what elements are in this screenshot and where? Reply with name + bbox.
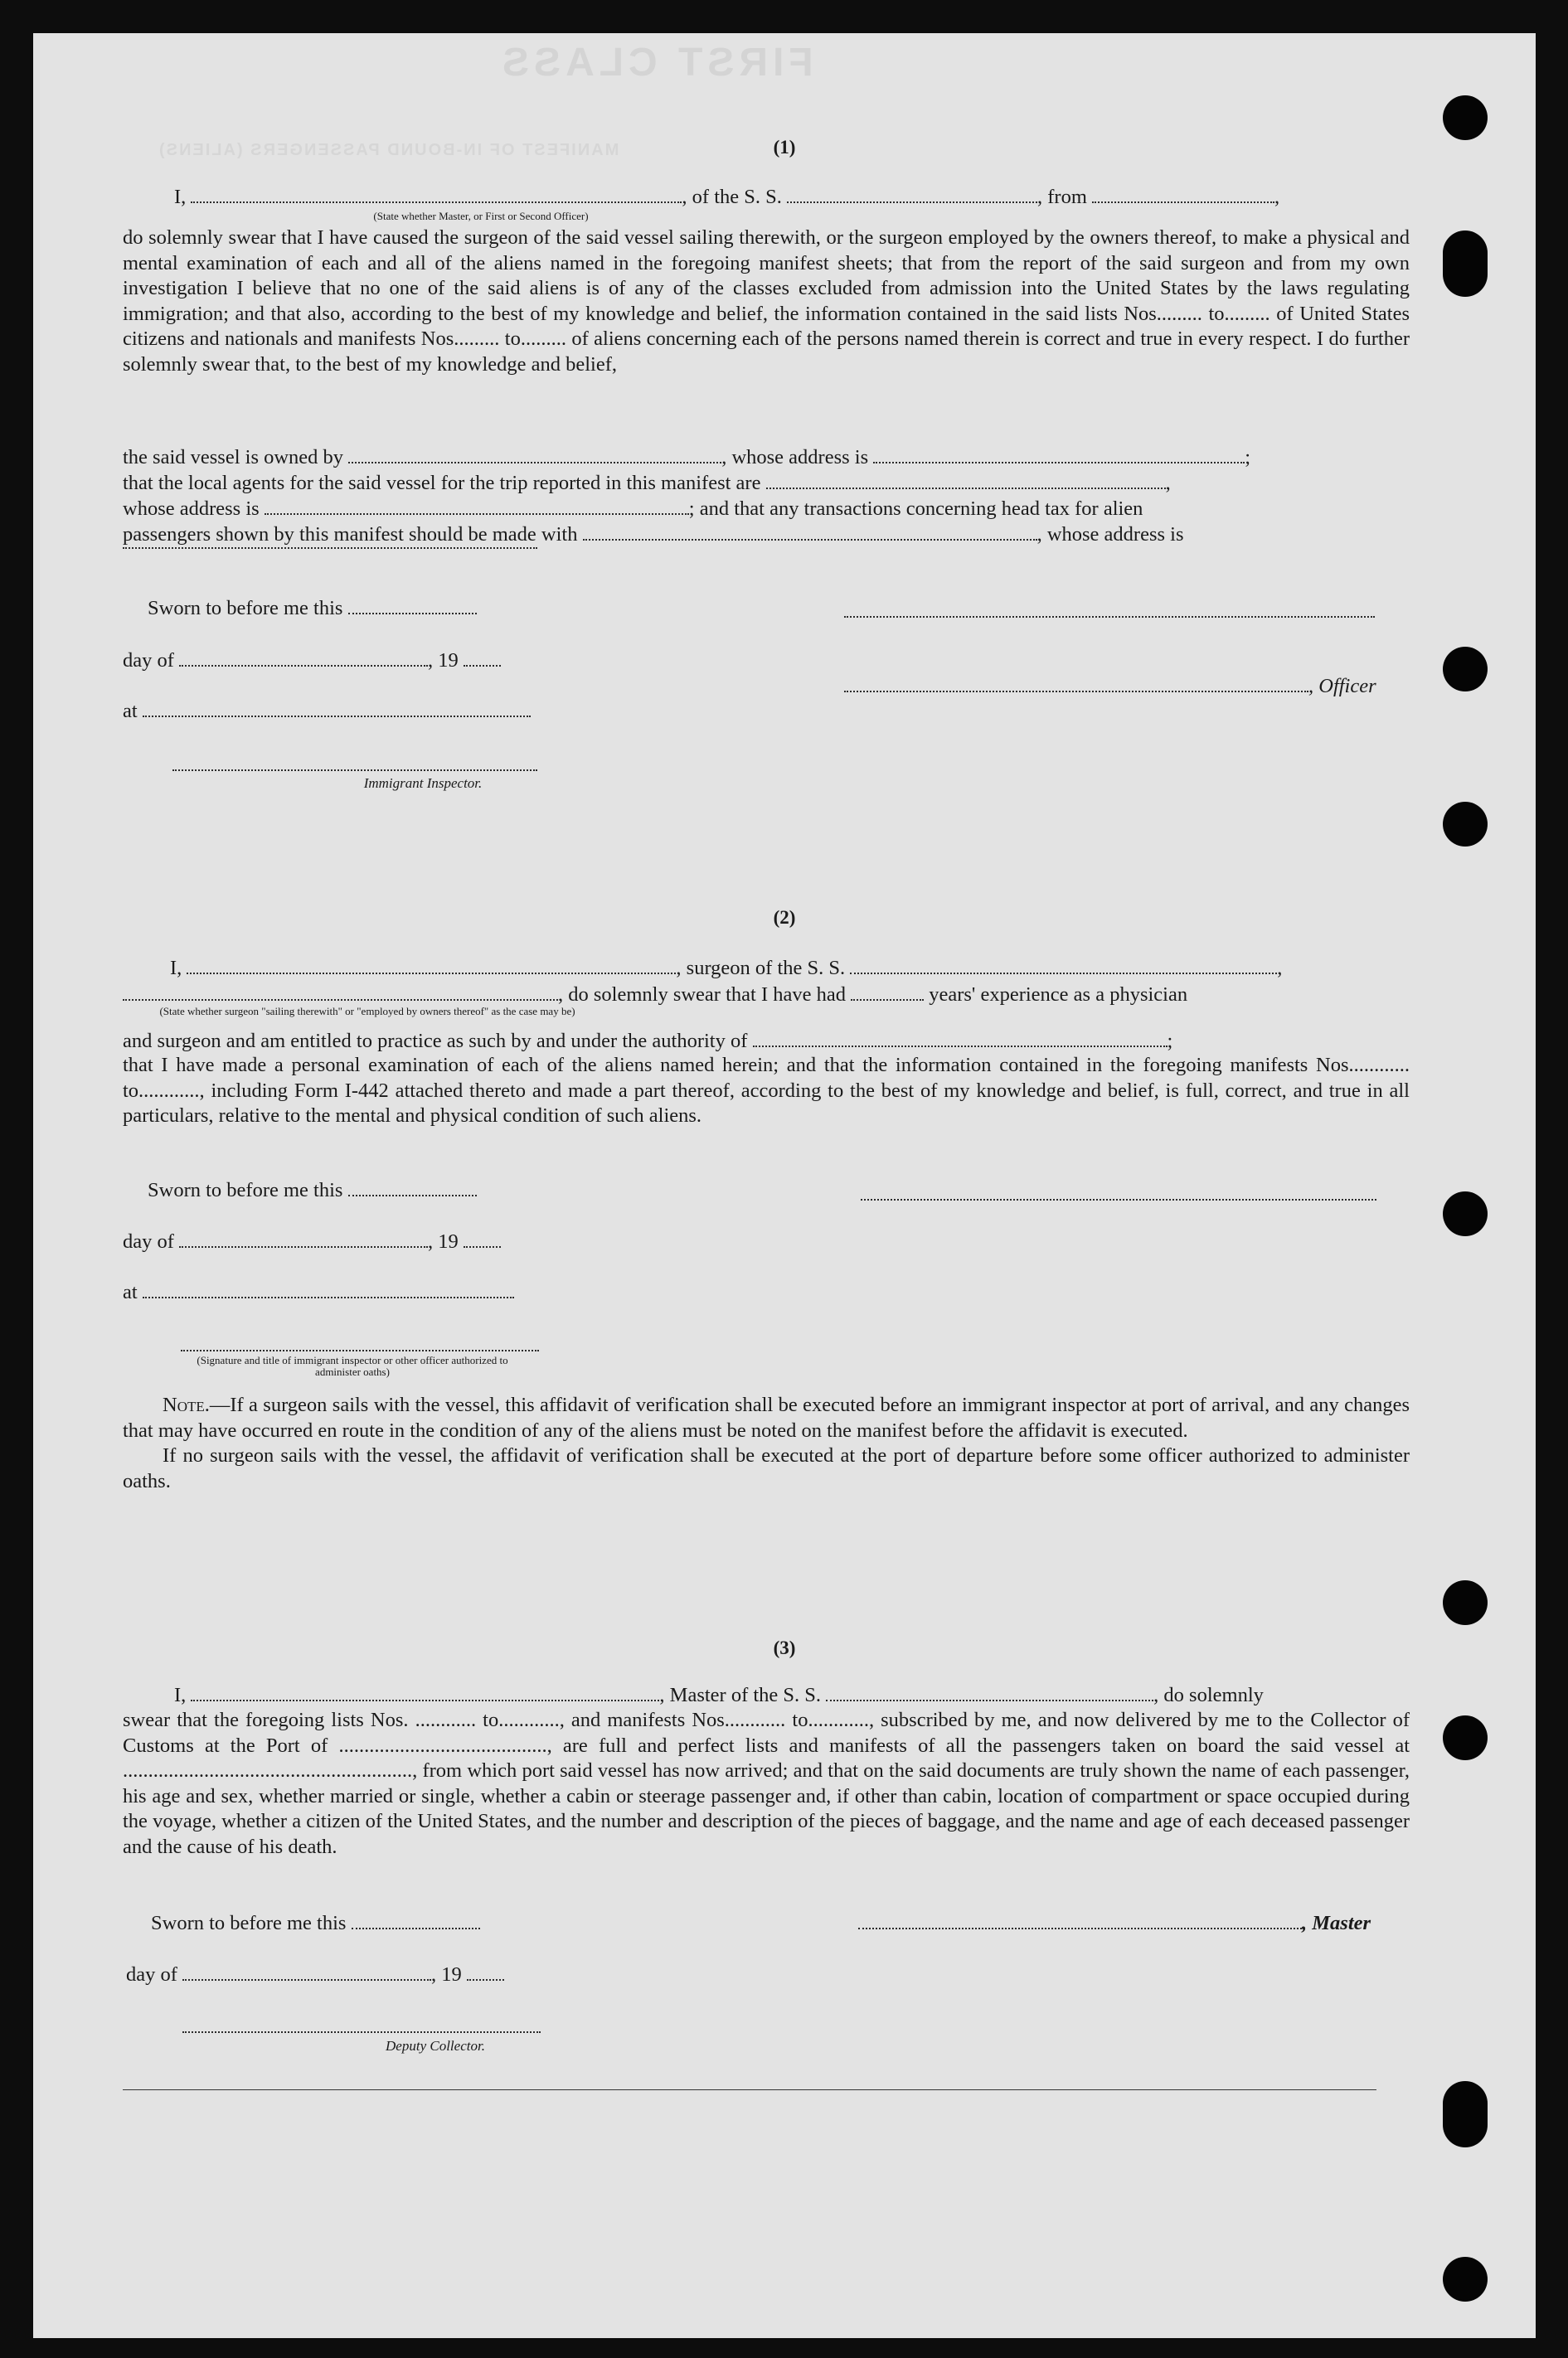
s1-owned-label: the said vessel is owned by (123, 446, 344, 468)
s1-owner-field[interactable] (348, 445, 721, 463)
s3-body-text: swear that the foregoing lists Nos. ............ to............, and manifests Nos............ to............, subscribed by me, and now delivered by me to the Collector of Customs at the Port of ........................................., are full and perfect lists and manifests of all the passengers taken on board the said vessel at ........................................................., from which port said vessel has now arrived; and that on the said documents are truly shown the name of each passenger, his age and sex, whether married or single, whether a cabin or steerage passenger and, if other than cabin, location of compartment or space occupied during the voyage, whether a citizen of the United States, and the number and description of the pieces of baggage, and the name and age of each deceased passenger and the cause of his death. (123, 1709, 1410, 1858)
s2-officer-signature-line[interactable] (181, 1350, 539, 1351)
s2-year-label: , 19 (428, 1230, 459, 1253)
s3-master-label: , Master of the S. S. (659, 1684, 822, 1706)
s3-i-label: I, (174, 1684, 187, 1706)
bottom-rule (123, 2089, 1376, 2090)
s1-i-label: I, (174, 186, 187, 208)
s2-sailing-status-field[interactable] (123, 982, 558, 1001)
s1-passengers-line (123, 522, 1184, 546)
s3-line1 (174, 1683, 1264, 1707)
s2-at-line (123, 1280, 514, 1304)
s1-day-field[interactable] (179, 648, 428, 667)
s2-line1 (170, 956, 1282, 980)
s2-body-text: that I have made a personal examination of each of the aliens named herein; and that the information contained in the foregoing manifests Nos............ to............, including Form I-442 attached thereto and made a part thereof, according to the best of my knowledge and belief, is full, correct, and true in all particulars, relative to the mental and physical condition of such aliens. (123, 1054, 1410, 1128)
binder-hole (1443, 647, 1488, 691)
section-2-heading: (2) (773, 907, 796, 928)
section-1-heading: (1) (773, 137, 796, 158)
s3-year-field[interactable] (467, 1963, 504, 1981)
s2-surgeon-signature-line[interactable] (861, 1199, 1376, 1201)
s1-headtax-address-label: , whose address is (1036, 523, 1184, 546)
s3-collector-title: Deputy Collector. (386, 2038, 485, 2054)
s2-authority-label: and surgeon and am entitled to practice as such by and under the authority of (123, 1030, 748, 1052)
s3-year-label: , 19 (431, 1963, 462, 1986)
s2-year-field[interactable] (464, 1230, 501, 1248)
s1-whose-line (123, 497, 1143, 521)
s3-day-line (126, 1963, 504, 1987)
s2-surgeon-label: , surgeon of the S. S. (676, 957, 846, 979)
s1-agent-address-field[interactable] (265, 497, 689, 515)
s2-signature-caption: (Signature and title of immigrant inspector or other officer authorized to administer oaths) (197, 1354, 508, 1378)
s3-sworn-label: Sworn to before me this (151, 1912, 347, 1934)
binder-hole (1443, 1580, 1488, 1625)
s3-day-label: day of (126, 1963, 177, 1986)
binder-hole (1443, 1191, 1488, 1236)
s1-at-line (123, 699, 531, 723)
s2-body (123, 1053, 1410, 1129)
s3-solemnly-label: , do solemnly (1153, 1684, 1264, 1706)
s2-authority-line: and surgeon and am entitled to practice as such by and under the authority of ; (123, 1030, 1173, 1052)
s1-ship-name-field[interactable] (787, 185, 1037, 203)
s1-at-label: at (123, 700, 138, 722)
s1-at-field[interactable] (143, 699, 531, 717)
s2-note2-text: If no surgeon sails with the vessel, the affidavit of verification shall be executed at the port of departure before some officer authorized to administer oaths. (123, 1444, 1410, 1492)
s1-officer-line (844, 674, 1376, 698)
s1-agent-address-label: whose address is (123, 497, 260, 520)
s1-owned-line: the said vessel is owned by , whose address is ; (123, 446, 1251, 468)
s2-day-label: day of (123, 1230, 174, 1253)
s2-at-label: at (123, 1281, 138, 1303)
s1-line1 (174, 185, 1279, 209)
s1-agents-line: that the local agents for the said vessel for the trip reported in this manifest are , (123, 472, 1171, 494)
s1-officer-title-field[interactable] (844, 674, 1308, 692)
binder-hole (1443, 2257, 1488, 2302)
s1-from-label: , from (1037, 186, 1087, 208)
s3-collector-signature-line[interactable] (182, 2031, 541, 2033)
s1-from-field[interactable] (1092, 185, 1274, 203)
s3-master-line (858, 1911, 1371, 1935)
s1-year-label: , 19 (428, 649, 459, 672)
s2-status-caption: (State whether surgeon "sailing therewith" or "employed by owners thereof" as the case may be) (159, 1005, 575, 1017)
binder-hole (1443, 802, 1488, 847)
s1-inspector-title: Immigrant Inspector. (363, 775, 483, 791)
s2-day-line (123, 1230, 501, 1254)
s1-day-line (123, 648, 501, 672)
binder-hole (1443, 95, 1488, 140)
s1-officer-name-field[interactable] (191, 185, 682, 203)
s1-year-field[interactable] (464, 648, 501, 667)
s2-note (123, 1393, 1410, 1494)
s1-inspector-signature-line[interactable] (172, 769, 537, 771)
s3-day-field[interactable] (182, 1963, 431, 1981)
s1-owner-address-label: , whose address is (721, 446, 869, 468)
s1-owner-address-field[interactable] (873, 445, 1245, 463)
s2-note-label: Note. (163, 1394, 210, 1416)
s1-oath-text: do solemnly swear that I have caused the surgeon of the said vessel sailing therewith, or the surgeon employed by the owners thereof, to make a physical and mental examination of each and all of the aliens named in the foregoing manifest sheets; that from the report of the said surgeon and from my own investigation I believe that no one of the said aliens is of any of the classes excluded from admission into the United States by the laws regulating immigration; and that also, according to the best of my knowledge and belief, the information contained in the said lists Nos......... to......... of United States citizens and nationals and manifests Nos......... to......... of aliens concerning each of the persons named therein is correct and true in every respect. I do further solemnly swear that, to the best of my knowledge and belief, (123, 226, 1410, 376)
s3-master-signature-field[interactable] (858, 1911, 1302, 1929)
s3-master-title: , Master (1302, 1912, 1371, 1934)
bleed-through-subtitle: MANIFEST OF IN-BOUND PASSENGERS (ALIENS) (158, 141, 619, 159)
s2-years-label: years' experience as a physician (929, 983, 1188, 1006)
s1-rank-caption: (State whether Master, or First or Second Officer) (373, 210, 589, 222)
s3-body (123, 1708, 1410, 1861)
bleed-through-title: FIRST CLASS (498, 41, 813, 85)
s2-ship-name-field[interactable] (850, 956, 1277, 974)
s1-sworn-line (148, 596, 477, 620)
s3-ship-name-field[interactable] (826, 1683, 1153, 1701)
s1-sworn-day-field[interactable] (348, 596, 477, 614)
form-sheet (33, 33, 1536, 2338)
s2-years-field[interactable] (851, 982, 924, 1001)
s3-sworn-line (151, 1911, 480, 1935)
s1-ship-label: , of the S. S. (682, 186, 782, 208)
s2-line2 (123, 982, 1187, 1007)
s1-oath-body (123, 226, 1410, 378)
s1-day-label: day of (123, 649, 174, 672)
s2-comma: , (1277, 957, 1283, 979)
s2-day-field[interactable] (179, 1230, 428, 1248)
binder-hole (1443, 1715, 1488, 1760)
binder-hole (1443, 2081, 1488, 2147)
s3-sworn-day-field[interactable] (352, 1911, 480, 1929)
s2-sworn-label: Sworn to before me this (148, 1179, 343, 1201)
s2-authority-field[interactable] (753, 1029, 1168, 1047)
s1-agents-field[interactable] (766, 471, 1166, 489)
s2-sworn-line (148, 1178, 477, 1202)
s1-headtax-address-line[interactable] (123, 547, 537, 549)
s1-comma: , (1274, 186, 1280, 208)
s1-sworn-label: Sworn to before me this (148, 597, 343, 619)
s1-agents-label: that the local agents for the said vessel for the trip reported in this manifest are (123, 472, 761, 494)
binder-hole (1443, 230, 1488, 297)
s2-i-label: I, (170, 957, 182, 979)
s1-headtax-party-field[interactable] (583, 522, 1037, 541)
s2-at-field[interactable] (143, 1280, 514, 1298)
s1-passengers-label: passengers shown by this manifest should be made with (123, 523, 578, 546)
s1-officer-signature-line[interactable] (844, 616, 1375, 618)
s2-sworn-day-field[interactable] (348, 1178, 477, 1196)
s2-note-body: —If a surgeon sails with the vessel, this affidavit of verification shall be executed before an immigrant inspector at port of arrival, and any changes that may have occurred en route in the condition of any of the aliens must be noted on the manifest before the affidavit is executed. (123, 1394, 1410, 1442)
s2-note-text (123, 1393, 1410, 1443)
s3-master-name-field[interactable] (191, 1683, 659, 1701)
s1-officer-label: , Officer (1308, 675, 1376, 697)
s2-surgeon-name-field[interactable] (187, 956, 676, 974)
s2-swear-label: , do solemnly swear that I have had (558, 983, 846, 1006)
s1-headtax-label: ; and that any transactions concerning head tax for alien (688, 497, 1143, 520)
section-3-heading: (3) (773, 1638, 796, 1658)
